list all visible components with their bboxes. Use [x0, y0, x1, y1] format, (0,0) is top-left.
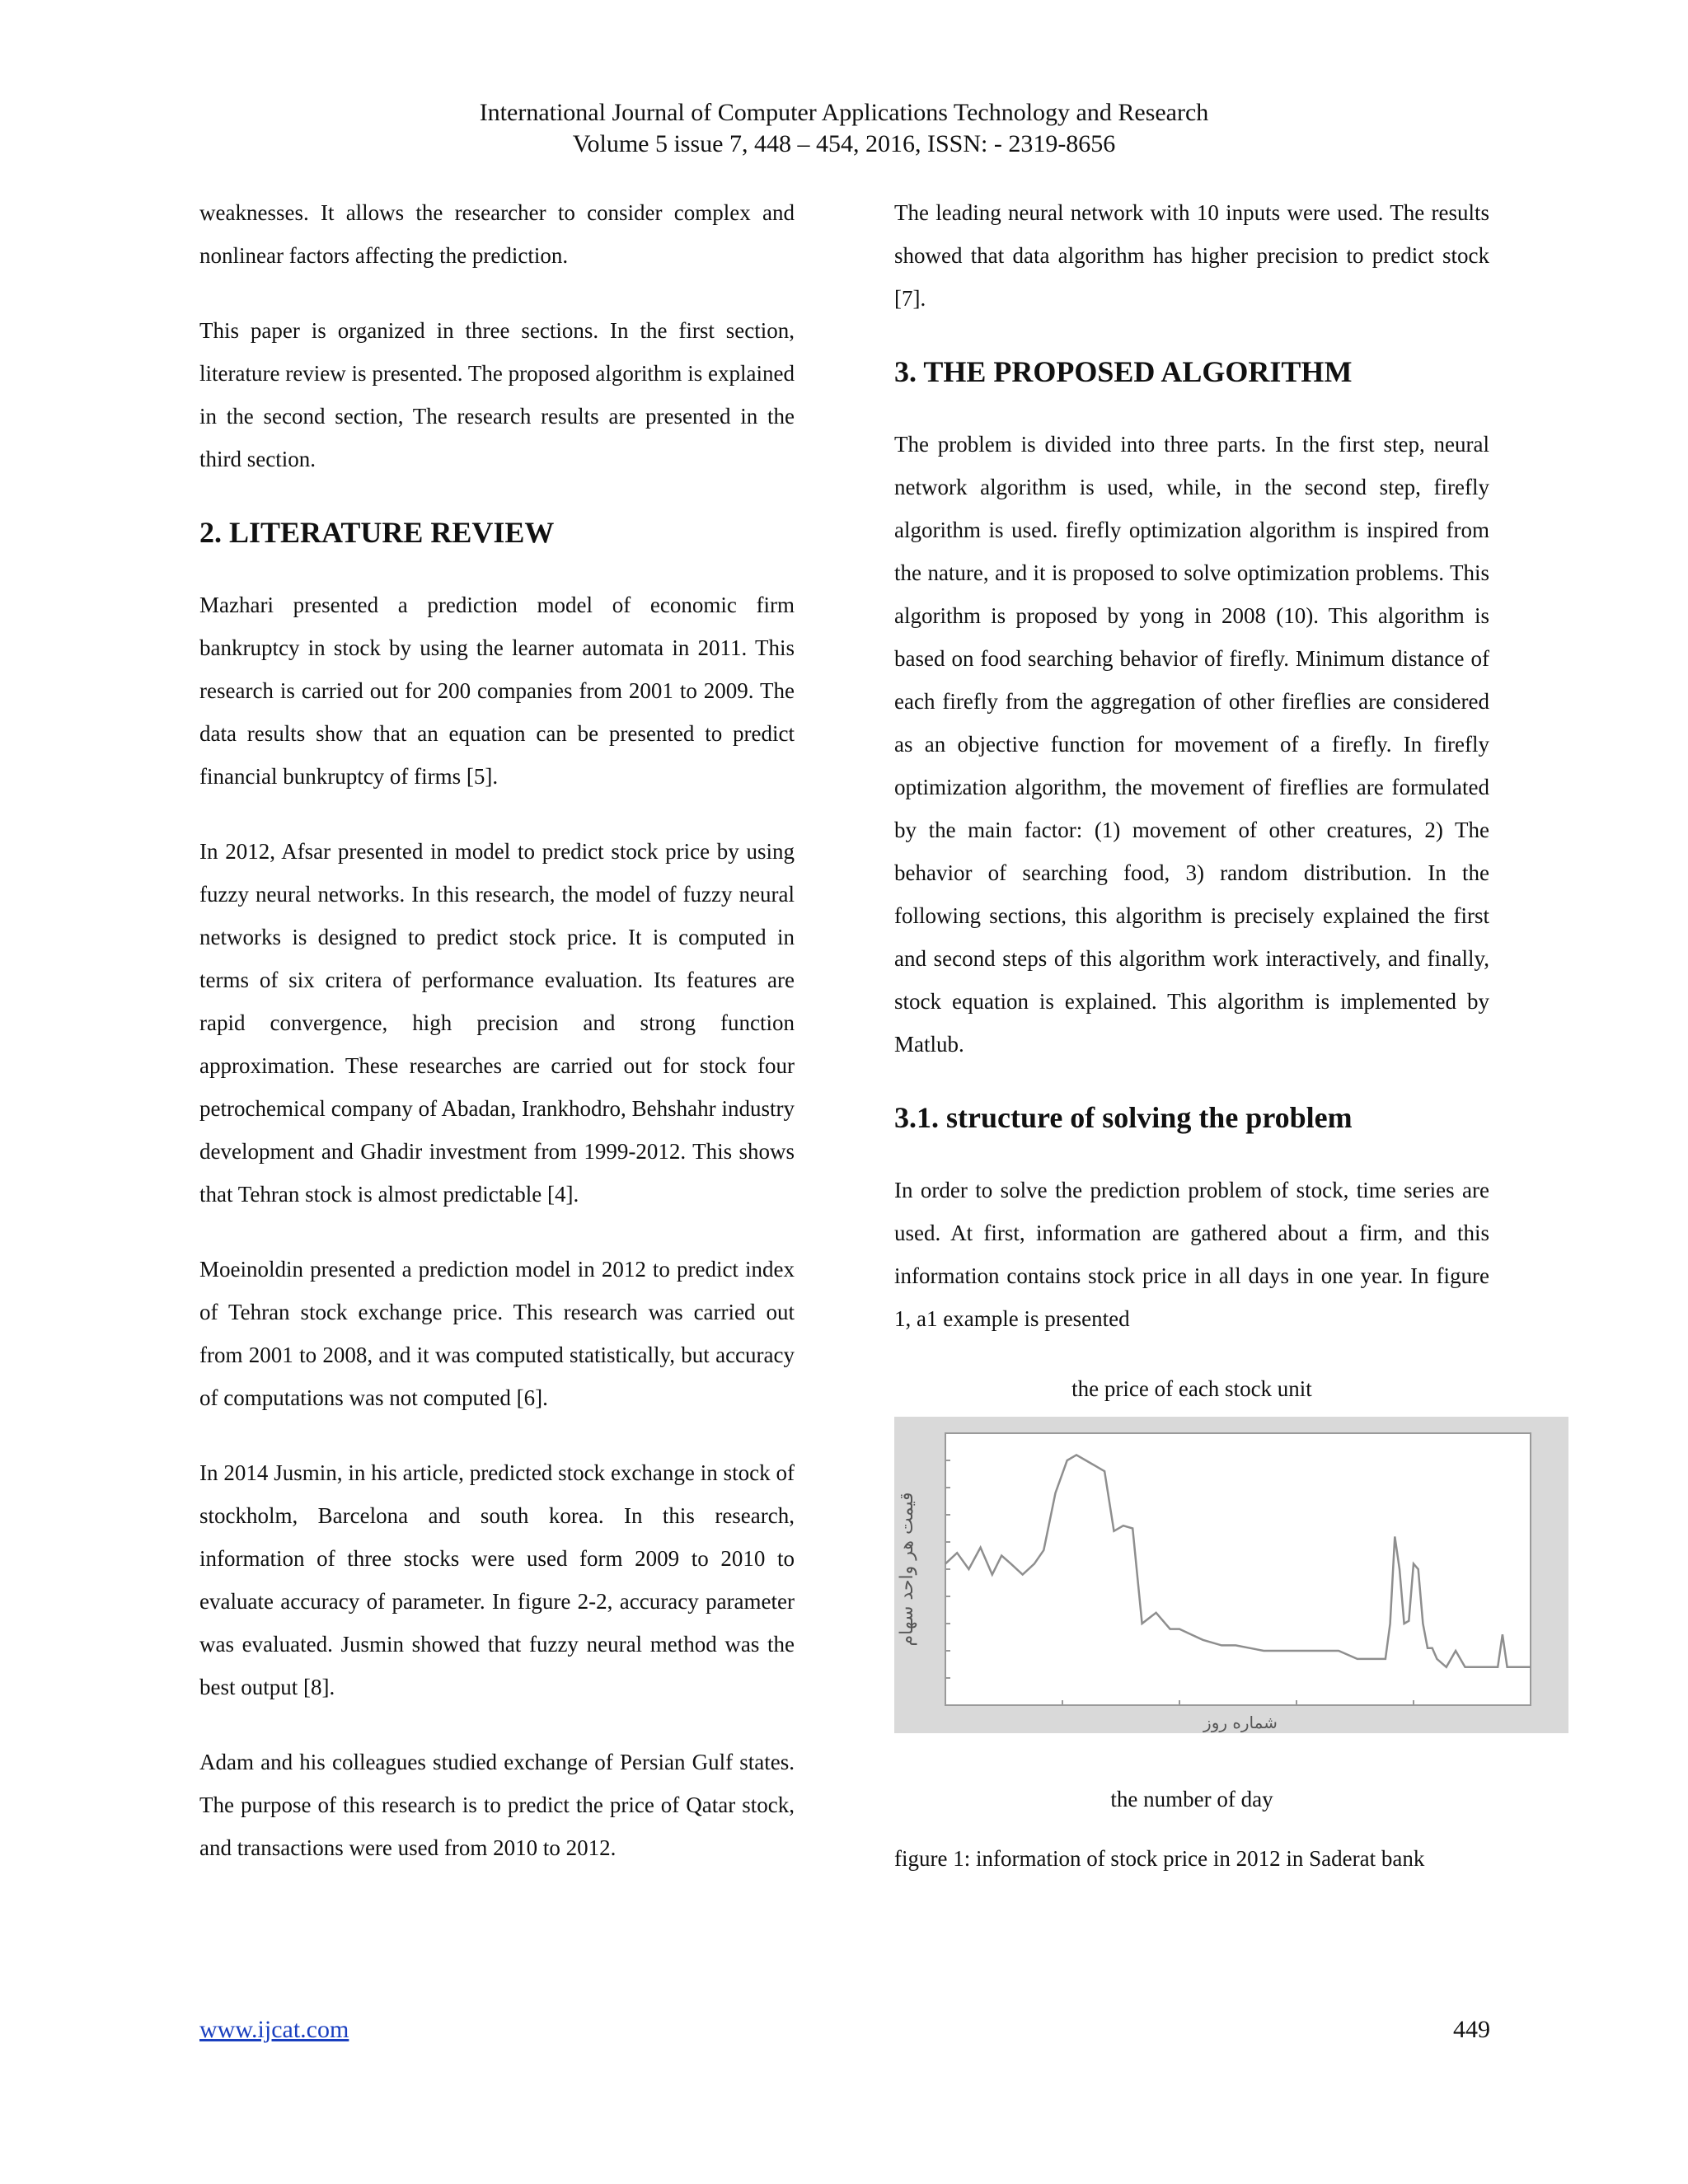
- stock-price-figure: [894, 1417, 1568, 1733]
- section-heading-proposed-algorithm: 3. THE PROPOSED ALGORITHM: [894, 355, 1353, 388]
- x-axis-label: شماره روز: [1203, 1713, 1278, 1732]
- journal-website-link[interactable]: www.ijcat.com: [199, 2016, 349, 2043]
- journal-volume: Volume 5 issue 7, 448 – 454, 2016, ISSN: - 2319-8656: [572, 130, 1116, 157]
- figure-title: the price of each stock unit: [1071, 1376, 1312, 1401]
- section-heading-literature-review: 2. LITERATURE REVIEW: [199, 516, 555, 549]
- journal-title: International Journal of Computer Applications Technology and Research: [479, 99, 1209, 126]
- y-axis-label: قیمت هر واحد سهام: [897, 1492, 917, 1647]
- paragraph: Moeinoldin presented a prediction model in 2012 to predict index of Tehran stock exchange price. This research was carried out from 2001 to 2008, and it was computed statistically, but accuracy of computations was not computed [6].: [199, 1257, 795, 1410]
- paragraph: In 2012, Afsar presented in model to predict stock price by using fuzzy neural networks. In this research, the model of fuzzy neural networks is designed to predict stock price. It is computed in terms of six critera of performance evaluation. Its features are rapid convergence, high precision and strong function approximation. These researches are carried out for stock four petrochemical company of Abadan, Irankhodro, Behshahr industry development and Ghadir investment from 1999-2012. This shows that Tehran stock is almost predictable [4].: [199, 839, 795, 1207]
- paragraph: This paper is organized in three sections. In the first section, literature review is presented. The proposed algorithm is explained in the second section, The research results are presented in the third section.: [199, 318, 795, 471]
- paragraph: In 2014 Jusmin, in his article, predicted stock exchange in stock of stockholm, Barcelona and south korea. In this research, information of three stocks were used form 2009 to 2010 to evaluate accuracy of parameter. In figure 2-2, accuracy parameter was evaluated. Jusmin showed that fuzzy neural method was the best output [8].: [199, 1460, 795, 1699]
- stock-price-chart: [894, 1417, 1568, 1733]
- subsection-heading-structure: 3.1. structure of solving the problem: [894, 1101, 1353, 1134]
- figure-caption: figure 1: information of stock price in 2012 in Saderat bank: [894, 1846, 1425, 1871]
- figure-x-label: the number of day: [1110, 1787, 1273, 1811]
- paragraph: The problem is divided into three parts. In the first step, neural network algorithm is used, while, in the second step, firefly algorithm is used. firefly optimization algorithm is inspired from the nature, and it is proposed to solve optimization problems. This algorithm is proposed by yong in 2008 (10). This algorithm is based on food searching behavior of firefly. Minimum distance of each firefly from the aggregation of other fireflies are considered as an objective function for movement of a firefly. In firefly optimization algorithm, the movement of fireflies are formulated by the main factor: (1) movement of other creatures, 2) The behavior of searching food, 3) random distribution. In the following sections, this algorithm is precisely explained the first and second steps of this algorithm work interactively, and finally, stock equation is explained. This algorithm is implemented by Matlub.: [894, 432, 1489, 1057]
- journal-header: [0, 97, 1688, 160]
- paragraph: Adam and his colleagues studied exchange of Persian Gulf states. The purpose of this research is to predict the price of Qatar stock, and transactions were used from 2010 to 2012.: [199, 1750, 795, 1860]
- right-column: [894, 191, 1489, 1907]
- paragraph: Mazhari presented a prediction model of economic firm bankruptcy in stock by using the learner automata in 2011. This research is carried out for 200 companies from 2001 to 2009. The data results show that an equation can be presented to predict financial bunkruptcy of firms [5].: [199, 593, 795, 789]
- paragraph: In order to solve the prediction problem of stock, time series are used. At first, information are gathered about a firm, and this information contains stock price in all days in one year. In figure 1, a1 example is presented: [894, 1178, 1489, 1331]
- paragraph: The leading neural network with 10 inputs were used. The results showed that data algorithm has higher precision to predict stock [7].: [894, 200, 1489, 311]
- page-number: 449: [1453, 2016, 1490, 2043]
- paragraph: weaknesses. It allows the researcher to consider complex and nonlinear factors affecting the prediction.: [199, 200, 795, 268]
- left-column: [199, 191, 795, 1869]
